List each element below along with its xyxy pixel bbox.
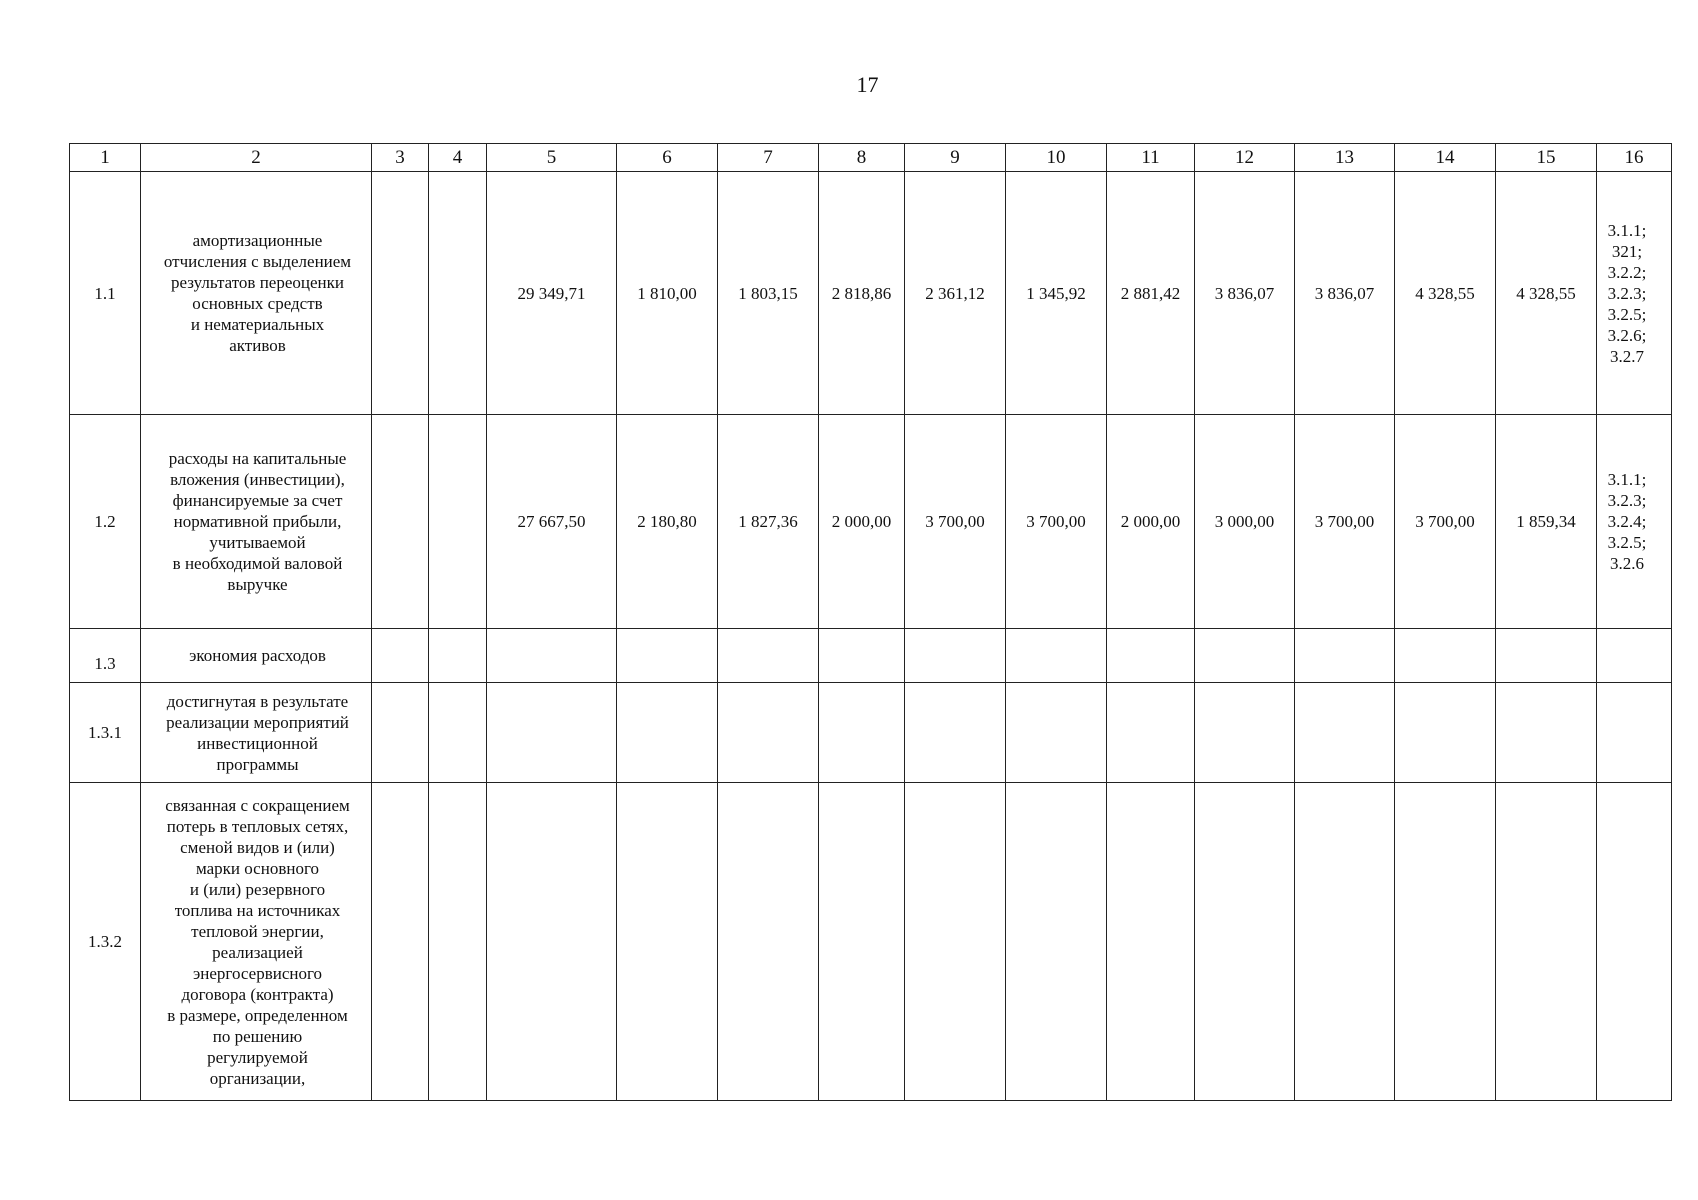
column-header: 4 [429, 144, 487, 172]
value-cell: 3 836,07 [1195, 172, 1295, 415]
value-cell [819, 683, 905, 783]
value-cell [1107, 683, 1195, 783]
reference-cell [1597, 783, 1672, 1101]
value-cell: 4 328,55 [1496, 172, 1597, 415]
column-header: 15 [1496, 144, 1597, 172]
column-header: 5 [487, 144, 617, 172]
value-cell: 1 810,00 [617, 172, 718, 415]
table-row [70, 172, 1672, 415]
row-name: расходы на капитальные вложения (инвестиции), финансируемые за счет нормативной прибыли, учитываемой в необходимой валовой выручке [141, 415, 372, 629]
value-cell [1195, 683, 1295, 783]
value-cell [905, 783, 1006, 1101]
column-header: 10 [1006, 144, 1107, 172]
row-code: 1.3.2 [70, 783, 141, 1101]
column-header: 12 [1195, 144, 1295, 172]
row-code: 1.3.1 [70, 683, 141, 783]
value-cell [1195, 629, 1295, 683]
column-header: 16 [1597, 144, 1672, 172]
value-cell [819, 629, 905, 683]
value-cell: 2 180,80 [617, 415, 718, 629]
column-header: 11 [1107, 144, 1195, 172]
data-table [69, 143, 1672, 1101]
value-cell [905, 683, 1006, 783]
table-cell [429, 683, 487, 783]
column-header: 13 [1295, 144, 1395, 172]
value-cell [1006, 629, 1107, 683]
row-code: 1.1 [70, 172, 141, 415]
value-cell: 3 700,00 [1006, 415, 1107, 629]
value-cell: 3 700,00 [1395, 415, 1496, 629]
value-cell [1006, 783, 1107, 1101]
table-cell [429, 783, 487, 1101]
value-cell [1006, 683, 1107, 783]
value-cell: 3 836,07 [1295, 172, 1395, 415]
table-cell [429, 172, 487, 415]
value-cell [1395, 629, 1496, 683]
value-cell: 29 349,71 [487, 172, 617, 415]
row-name: амортизационные отчисления с выделением результатов переоценки основных средств и нематериальных активов [141, 172, 372, 415]
value-cell: 1 345,92 [1006, 172, 1107, 415]
value-cell: 3 000,00 [1195, 415, 1295, 629]
column-header: 7 [718, 144, 819, 172]
table-cell [372, 172, 429, 415]
value-cell [1195, 783, 1295, 1101]
value-cell: 3 700,00 [1295, 415, 1395, 629]
column-header: 14 [1395, 144, 1496, 172]
reference-cell [1597, 683, 1672, 783]
table-row [70, 683, 1672, 783]
row-code: 1.2 [70, 415, 141, 629]
table-cell [372, 415, 429, 629]
table-cell [429, 415, 487, 629]
table-row [70, 415, 1672, 629]
value-cell [1295, 629, 1395, 683]
column-header: 8 [819, 144, 905, 172]
value-cell: 2 361,12 [905, 172, 1006, 415]
value-cell: 27 667,50 [487, 415, 617, 629]
value-cell [718, 683, 819, 783]
column-header: 6 [617, 144, 718, 172]
value-cell [1107, 629, 1195, 683]
value-cell: 2 818,86 [819, 172, 905, 415]
value-cell [1395, 683, 1496, 783]
value-cell [1295, 783, 1395, 1101]
page-number: 17 [856, 72, 879, 97]
row-name: связанная с сокращением потерь в тепловых сетях, сменой видов и (или) марки основного и (или) резервного топлива на источниках тепловой энергии, реализацией энергосервисного договора (контракта) в размере, определенном по решению регулируемой организации, [141, 783, 372, 1101]
value-cell [487, 683, 617, 783]
value-cell [1107, 783, 1195, 1101]
value-cell [819, 783, 905, 1101]
value-cell [487, 783, 617, 1101]
table-cell [372, 629, 429, 683]
value-cell [617, 783, 718, 1101]
value-cell [1496, 683, 1597, 783]
value-cell: 2 881,42 [1107, 172, 1195, 415]
row-name: экономия расходов [141, 629, 372, 683]
value-cell: 1 859,34 [1496, 415, 1597, 629]
value-cell: 2 000,00 [1107, 415, 1195, 629]
table-cell [429, 629, 487, 683]
value-cell [718, 783, 819, 1101]
value-cell [1496, 629, 1597, 683]
header-row [70, 144, 1672, 172]
column-header: 9 [905, 144, 1006, 172]
value-cell: 3 700,00 [905, 415, 1006, 629]
table-cell [372, 683, 429, 783]
value-cell: 4 328,55 [1395, 172, 1496, 415]
value-cell [905, 629, 1006, 683]
row-name: достигнутая в результате реализации мероприятий инвестиционной программы [141, 683, 372, 783]
value-cell [1295, 683, 1395, 783]
table-cell [372, 783, 429, 1101]
value-cell [1395, 783, 1496, 1101]
value-cell: 2 000,00 [819, 415, 905, 629]
value-cell [617, 629, 718, 683]
value-cell [1496, 783, 1597, 1101]
value-cell [487, 629, 617, 683]
column-header: 2 [141, 144, 372, 172]
value-cell [718, 629, 819, 683]
value-cell: 1 827,36 [718, 415, 819, 629]
table-row [70, 783, 1672, 1101]
row-code: 1.3 [70, 629, 141, 683]
value-cell: 1 803,15 [718, 172, 819, 415]
column-header: 3 [372, 144, 429, 172]
reference-cell: 3.1.1; 321; 3.2.2; 3.2.3; 3.2.5; 3.2.6; 3.2.7 [1597, 172, 1672, 415]
value-cell [617, 683, 718, 783]
reference-cell [1597, 629, 1672, 683]
table-row [70, 629, 1672, 683]
column-header: 1 [70, 144, 141, 172]
reference-cell: 3.1.1; 3.2.3; 3.2.4; 3.2.5; 3.2.6 [1597, 415, 1672, 629]
